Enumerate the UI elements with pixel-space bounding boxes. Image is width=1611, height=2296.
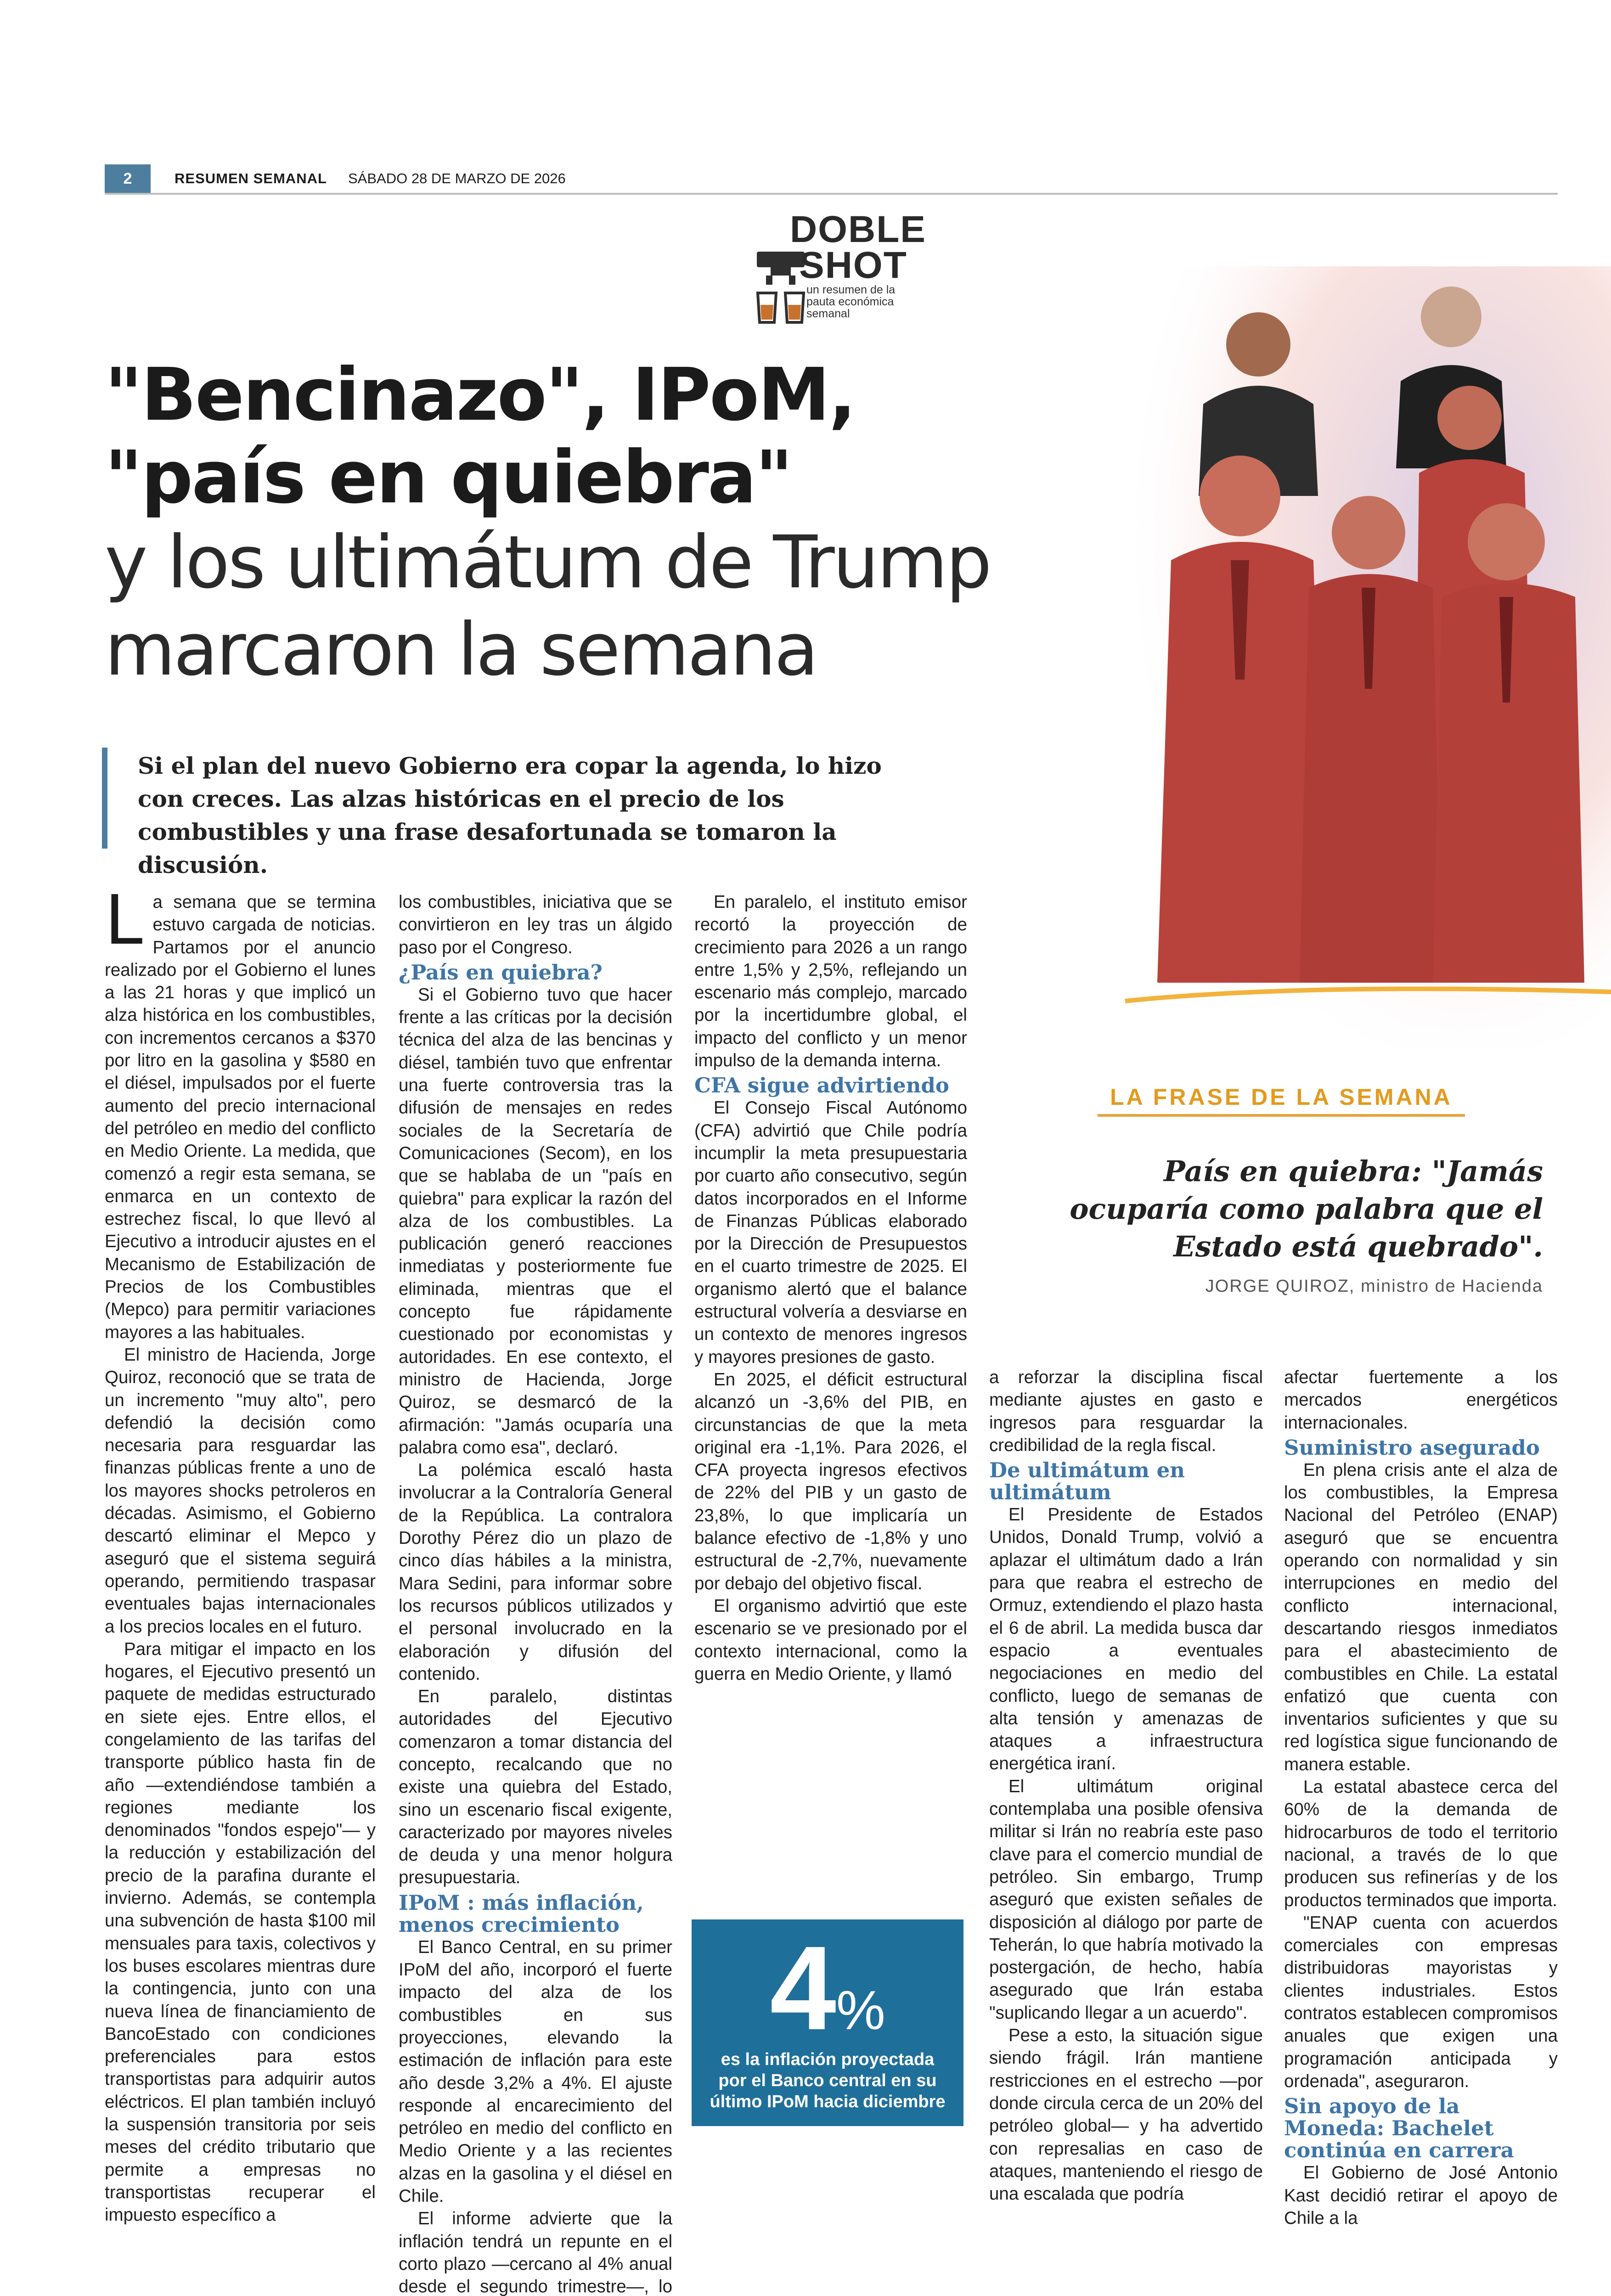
article-paragraph: "ENAP cuenta con acuerdos comerciales con empresas distribuidoras mayoristas y clientes industriales. Estos contratos establecen compromisos anuales que exigen una programación anticipada y ordenada", aseguraron. (1284, 1913, 1558, 2091)
article-column-1 (105, 881, 376, 2227)
headline-line3: y los ultimátum de Trump (105, 520, 990, 605)
stat-caption: es la inflación proyectada por el Banco central en su último IPoM hacia diciembre (710, 2050, 946, 2111)
article-paragraph: La polémica escaló hasta involucrar a la Contraloría General de la República. La contralora Dorothy Pérez dio un plazo de cinco días hábiles a la ministra, Mara Sedini, para informar sobre los recursos públicos utilizados y el personal involucrado en la elaboración y difusión del contenido. (399, 1460, 672, 1684)
article-column-2 (399, 891, 672, 2296)
article-paragraph: Si el Gobierno tuvo que hacer frente a las críticas por la decisión técnica del alza de las bencinas y diésel, también tuvo que enfrentar una fuerte controversia tras la difusión de mensajes en redes sociales de la Secretaría de Comunicaciones (Secom), en los que se hablaba de un "país en quiebra" para explicar la razón del alza de los combustibles. La publicación generó reacciones inmediatas y posteriormente fue eliminada, mientras que el concepto fue rápidamente cuestionado por economistas y autoridades. En ese contexto, el ministro de Hacienda, Jorge Quiroz, se desmarcó de la afirmación: "Jamás ocuparía una palabra como esa", declaró. (399, 985, 672, 1458)
officials-group-photo (1121, 266, 1611, 1047)
quote-text: País en quiebra: "Jamás ocuparía como palabra que el Estado está quebrado". (1070, 1154, 1543, 1263)
article-paragraph: El organismo advirtió que este escenario se ve presionado por el contexto internacional, como la guerra en Medio Oriente, y llamó (694, 1596, 967, 1684)
headline-line4: marcaron la semana (105, 608, 817, 692)
headline-line1: "Bencinazo", IPoM, (105, 353, 855, 437)
subheading-suministro: Suministro asegurado (1284, 1435, 1540, 1460)
lead-accent-bar (102, 748, 107, 849)
lead-paragraph: Si el plan del nuevo Gobierno era copar la agenda, lo hizo con creces. Las alzas históricas en el precio de los combustibles y una frase desafortunada se tomaron la discusión. (138, 752, 882, 878)
quote-label: LA FRASE DE LA SEMANA (1110, 1084, 1453, 1110)
article-paragraph: El informe advierte que la inflación tendrá un repunte en el corto plazo —cercano al 4% anual desde el segundo trimestre—, lo (399, 2209, 672, 2296)
drop-cap: L (105, 881, 143, 960)
headline (105, 354, 1115, 693)
article-paragraph: El Gobierno de José Antonio Kast decidió retirar el apoyo de Chile a la (1284, 2163, 1558, 2228)
article-paragraph: El ministro de Hacienda, Jorge Quiroz, reconoció que se trata de un incremento "muy alto", pero defendió la decisión como necesaria para resguardar las finanzas públicas frente a uno de los mayores shocks petroleros en décadas. Asimismo, el Gobierno descartó eliminar el Mepco y aseguró que el sistema seguirá operando, permitiendo traspasar eventuales bajas internacionales a los precios locales en el futuro. (105, 1345, 376, 1637)
subheading-ultimatum: De ultimátum en ultimátum (989, 1458, 1185, 1505)
article-paragraph: La estatal abastece cerca del 60% de la demanda de hidrocarburos de todo el territorio nacional, a través de lo que producen sus refinerías y de los productos terminados que importa. (1284, 1777, 1558, 1910)
stat-unit: % (836, 1980, 885, 2041)
page-number: 2 (105, 164, 151, 193)
article-paragraph: Para mitigar el impacto en los hogares, el Ejecutivo presentó un paquete de medidas estructurado en siete ejes. Entre ellos, el congelamiento de las tarifas del transporte público hasta fin de año —extendiéndose también a regiones mediante los denominados "fondos espejo"— y la reducción y estabilización del precio de la parafina durante el invierno. Además, se contempla una subvención de hasta $100 mil mensuales para taxis, colectivos y los buses escolares mientras dure la contingencia, junto con una nueva línea de financiamiento de BancoEstado con condiciones preferenciales para estos transportistas para adquirir autos eléctricos. El plan también incluyó la suspensión transitoria por seis meses del crédito tributario que permite a empresas no transportistas recuperar el impuesto específico a (105, 1639, 376, 2225)
logo-title-line2: SHOT (799, 244, 907, 286)
section-name: RESUMEN SEMANAL (175, 170, 327, 186)
article-paragraph: En plena crisis ante el alza de los combustibles, la Empresa Nacional del Petróleo (ENAP) aseguró que se encuentra operando con normalidad y sin interrupciones en medio del conflicto internacional, descartando riesgos inmediatos para el abastecimiento de combustibles en Chile. La estatal enfatizó que cuenta con inventarios suficientes y que su red logística sigue funcionando de manera estable. (1284, 1460, 1558, 1774)
quote-label-underline (1098, 1114, 1465, 1117)
header-rule (105, 193, 1558, 195)
article-paragraph: El Consejo Fiscal Autónomo (CFA) advirtió que Chile podría incumplir la meta presupuestaria por cuarto año consecutivo, según datos incorporados en el Informe de Finanzas Públicas elaborado por la Dirección de Presupuestos en el cuarto trimestre de 2025. El organismo alertó que el balance estructural volvería a desviarse en un contexto de menores ingresos y mayores presiones de gasto. (694, 1098, 967, 1367)
inflation-stat-box (692, 1919, 963, 2126)
article-paragraph: El ultimátum original contemplaba una posible ofensiva militar si Irán no reabría este paso clave para el comercio mundial de petróleo. Sin embargo, Trump aseguró que existen señales de disposición al diálogo por parte de Teherán, lo que habría motivado la postergación, de hecho, había asegurado que Irán estaba "suplicando llegar a un acuerdo". (989, 1776, 1263, 2023)
article-paragraph: afectar fuertemente a los mercados energéticos internacionales. (1284, 1367, 1558, 1433)
article-paragraph: En 2025, el déficit estructural alcanzó un -3,6% del PIB, en circunstancias de que la meta original era -1,1%. Para 2026, el CFA proyecta ingresos efectivos de 22% del PIB y un gasto de 23,8%, lo que implicaría un balance efectivo de -1,8% y uno estructural de -2,7%, nuevamente por debajo del objetivo fiscal. (694, 1369, 967, 1593)
article-paragraph: En paralelo, el instituto emisor recortó la proyección de crecimiento para 2026 a un rango entre 1,5% y 2,5%, reflejando un escenario más complejo, marcado por la incertidumbre global, el impacto del conflicto y un menor impulso de la demanda interna. (694, 892, 967, 1071)
doble-shot-logo (753, 208, 951, 331)
article-column-5 (1284, 1366, 1558, 2229)
article-paragraph: Pese a esto, la situación sigue siendo frágil. Irán mantiene restricciones en el estrecho —por donde circula cerca de un 20% del petróleo global— y ha advertido con represalias en caso de ataques, manteniendo el riesgo de una escalada que podría (989, 2026, 1263, 2204)
headline-line2: "país en quiebra" (105, 435, 792, 520)
article-paragraph: La semana que se termina estuvo cargada de noticias. Partamos por el anuncio realizado por el Gobierno el lunes a las 21 horas y que implicó un alza histórica en los combustibles, con incrementos cercanos a $370 por litro en la gasolina y $580 en el diésel, impulsados por el fuerte aumento del precio internacional del petróleo en medio del conflicto en Medio Oriente. La medida, que comenzó a regir esta semana, se enmarca en un contexto de estrechez fiscal, lo que llevó al Ejecutivo a introducir ajustes en el Mecanismo de Estabilización de Precios de los Combustibles (Mepco) para permitir variaciones mayores a las habituales. (105, 881, 376, 1342)
article-paragraph: El Banco Central, en su primer IPoM del año, incorporó el fuerte impacto del alza de los combustibles en sus proyecciones, elevando la estimación de inflación para este año desde 3,2% a 4%. El ajuste responde al encarecimiento del petróleo en medio del conflicto en Medio Oriente y a las recientes alzas en la gasolina y el diésel en Chile. (399, 1937, 672, 2206)
article-column-4 (989, 1366, 1263, 2205)
stat-value: 4% (770, 1922, 885, 2055)
subheading-pais-en-quiebra: ¿País en quiebra? (399, 960, 603, 985)
subheading-cfa: CFA sigue advirtiendo (694, 1073, 949, 1098)
quote-of-the-week (1001, 1084, 1561, 1322)
logo-subtitle: un resumen de la pauta económica semanal (806, 283, 896, 320)
quote-author: JORGE QUIROZ, ministro de Hacienda (1205, 1277, 1543, 1296)
issue-date: SÁBADO 28 DE MARZO DE 2026 (348, 170, 566, 186)
article-paragraph: los combustibles, iniciativa que se convirtieron en ley tras un álgido paso por el Congreso. (399, 892, 672, 957)
subheading-bachelet: Sin apoyo de la Moneda: Bachelet continúa en carrera (1284, 2094, 1514, 2163)
article-paragraph: El Presidente de Estados Unidos, Donald Trump, volvió a aplazar el ultimátum dado a Irán para que reabra el estrecho de Ormuz, extendiendo el plazo hasta el 6 de abril. La medida busca dar espacio a eventuales negociaciones en medio del conflicto, luego de semanas de alta tensión y amenazas de ataques a infraestructura energética iraní. (989, 1505, 1263, 1774)
header-bar (105, 164, 1558, 193)
article-paragraph: a reforzar la disciplina fiscal mediante ajustes en gasto e ingresos para resguardar la credibilidad de la regla fiscal. (989, 1367, 1263, 1455)
logo-title-line1: DOBLE (790, 208, 926, 250)
subheading-ipom: IPoM : más inflación, menos crecimiento (399, 1890, 644, 1937)
article-paragraph: En paralelo, distintas autoridades del Ejecutivo comenzaron a tomar distancia del concepto, recalcando que no existe una quiebra del Estado, sino un escenario fiscal exigente, caracterizado por mayores niveles de deuda y una menor holgura presupuestaria. (399, 1687, 672, 1888)
article-column-3 (694, 891, 967, 1685)
